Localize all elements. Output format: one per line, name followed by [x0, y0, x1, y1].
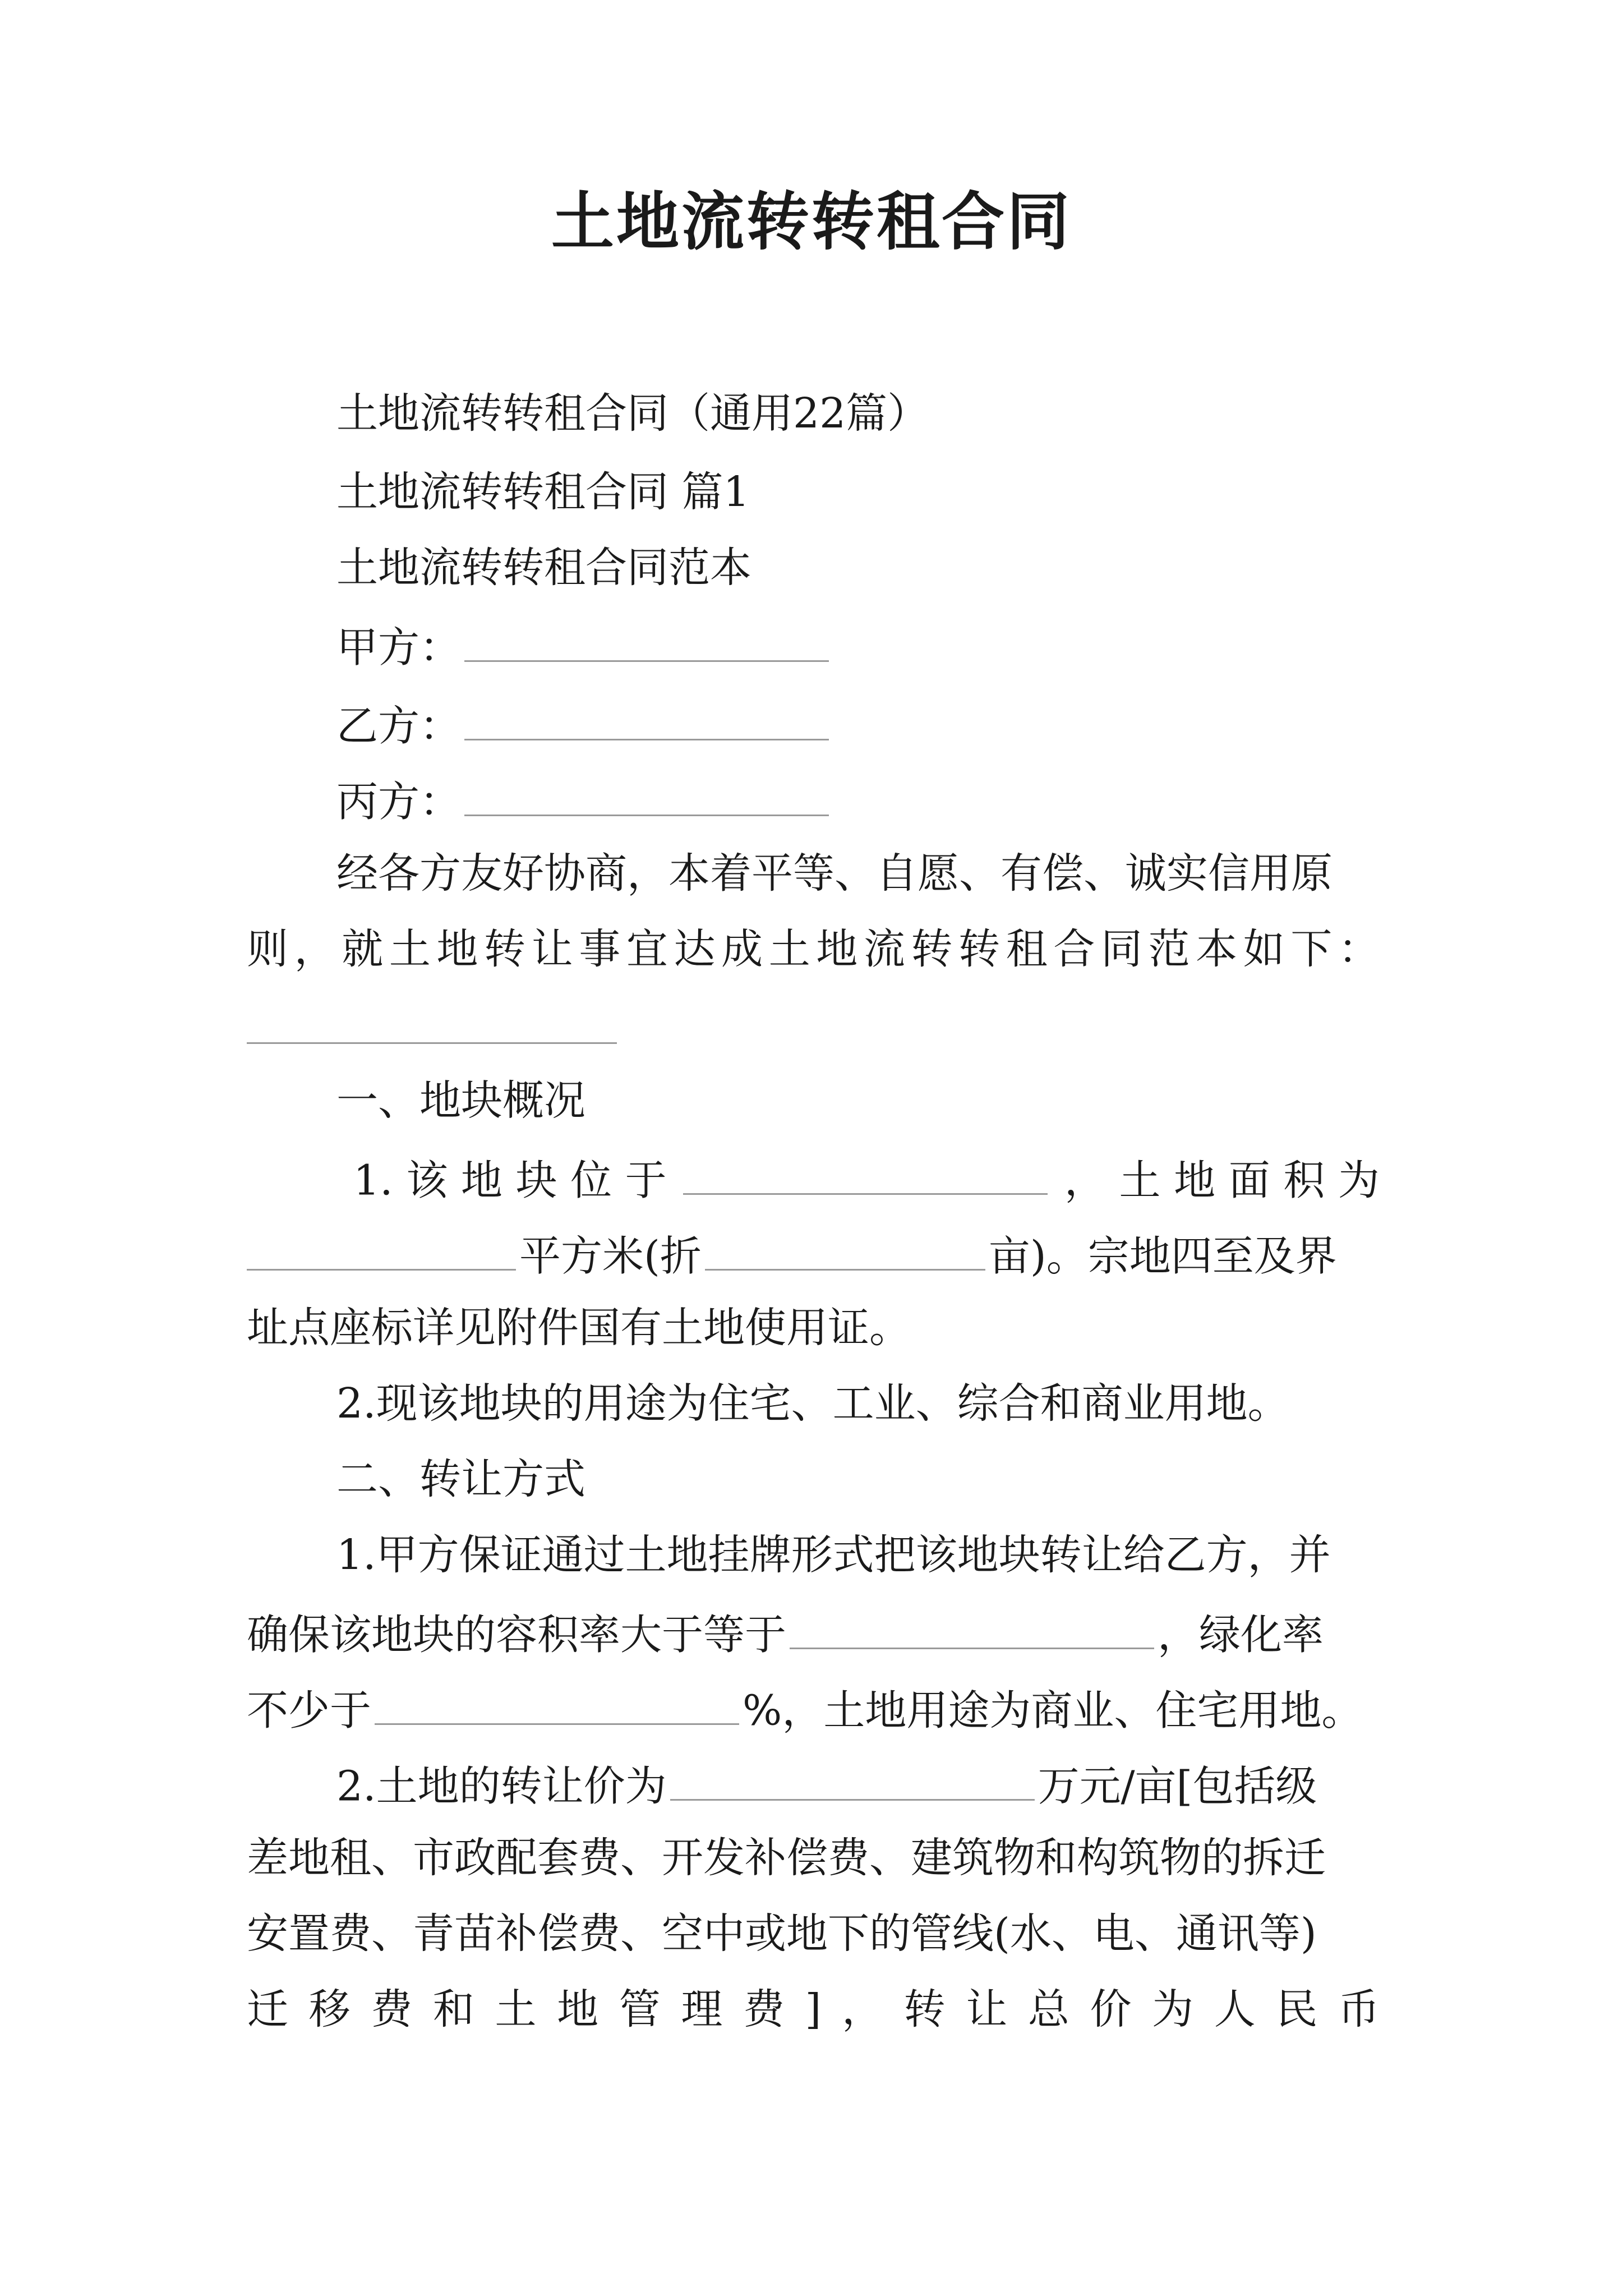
p3-green-label: ，绿化率 — [1158, 1611, 1324, 1659]
document-subtitle: 土地流转转租合同（通用22篇） — [336, 389, 929, 438]
section-heading: 土地流转转租合同 篇1 — [336, 468, 750, 516]
paragraph-4-line-2: 差地租、市政配套费、开发补偿费、建筑物和构筑物的拆迁 — [247, 1834, 1326, 1882]
paragraph-4-line-1 — [336, 1761, 1469, 1811]
p1-sqm-label: 平方米(折 — [519, 1232, 702, 1281]
heading-land-overview: 一、地块概况 — [336, 1076, 585, 1125]
party-a-label: 甲方： — [336, 623, 461, 672]
paragraph-3-line-3 — [247, 1686, 1380, 1735]
document-title: 土地流转转租合同 — [551, 185, 1072, 259]
party-c-line — [336, 777, 1469, 826]
party-c-label: 丙方： — [336, 777, 461, 826]
plot-ratio-blank[interactable] — [790, 1610, 1154, 1649]
p1-location-label: 1.该地块位于 — [353, 1156, 680, 1205]
p1-mu-label: 亩)。宗地四至及界 — [988, 1232, 1337, 1281]
area-mu-blank[interactable] — [705, 1231, 985, 1271]
p1-area-label: ，土地面积为 — [1051, 1156, 1380, 1205]
party-a-line — [336, 623, 1469, 672]
price-blank[interactable] — [670, 1761, 1035, 1801]
paragraph-2: 2.现该地块的用途为住宅、工业、综合和商业用地。 — [336, 1379, 1289, 1428]
p3-min-label: 不少于 — [247, 1686, 371, 1735]
location-blank[interactable] — [683, 1156, 1048, 1195]
paragraph-1-line-2 — [247, 1231, 1380, 1281]
p4-price-label: 2.土地的转让价为 — [336, 1762, 667, 1811]
paragraph-3-line-1: 1.甲方保证通过土地挂牌形式把该地块转让给乙方，并 — [336, 1531, 1331, 1579]
intro-line-2: 则，就土地转让事宜达成土地流转转租合同范本如下： — [247, 925, 1380, 973]
party-b-line — [336, 701, 1469, 751]
paragraph-4-line-4: 迁移费和土地管理费]，转让总价为人民币 — [247, 1985, 1380, 2033]
paragraph-1-line-1 — [353, 1156, 1380, 1205]
paragraph-4-line-3: 安置费、青苗补偿费、空中或地下的管线(水、电、通讯等) — [247, 1910, 1317, 1958]
p3-plot-ratio-label: 确保该地块的容积率大于等于 — [247, 1611, 786, 1659]
green-rate-blank[interactable] — [375, 1686, 739, 1725]
paragraph-1-line-3: 址点座标详见附件国有土地使用证。 — [247, 1304, 911, 1352]
p4-unit-label: 万元/亩[包括级 — [1038, 1762, 1317, 1811]
intro-line-1: 经各方友好协商，本着平等、自愿、有偿、诚实信用原 — [336, 849, 1332, 898]
heading-transfer-method: 二、转让方式 — [336, 1455, 585, 1503]
party-a-blank[interactable] — [464, 623, 829, 662]
area-sqm-blank[interactable] — [247, 1231, 516, 1271]
template-name: 土地流转转租合同范本 — [336, 544, 751, 592]
party-c-blank[interactable] — [464, 777, 829, 816]
paragraph-3-line-2 — [247, 1610, 1380, 1659]
party-b-label: 乙方： — [336, 702, 461, 751]
party-b-blank[interactable] — [464, 701, 829, 740]
divider-blank — [247, 1042, 617, 1044]
p3-use-label: %，土地用途为商业、住宅用地。 — [743, 1686, 1363, 1735]
